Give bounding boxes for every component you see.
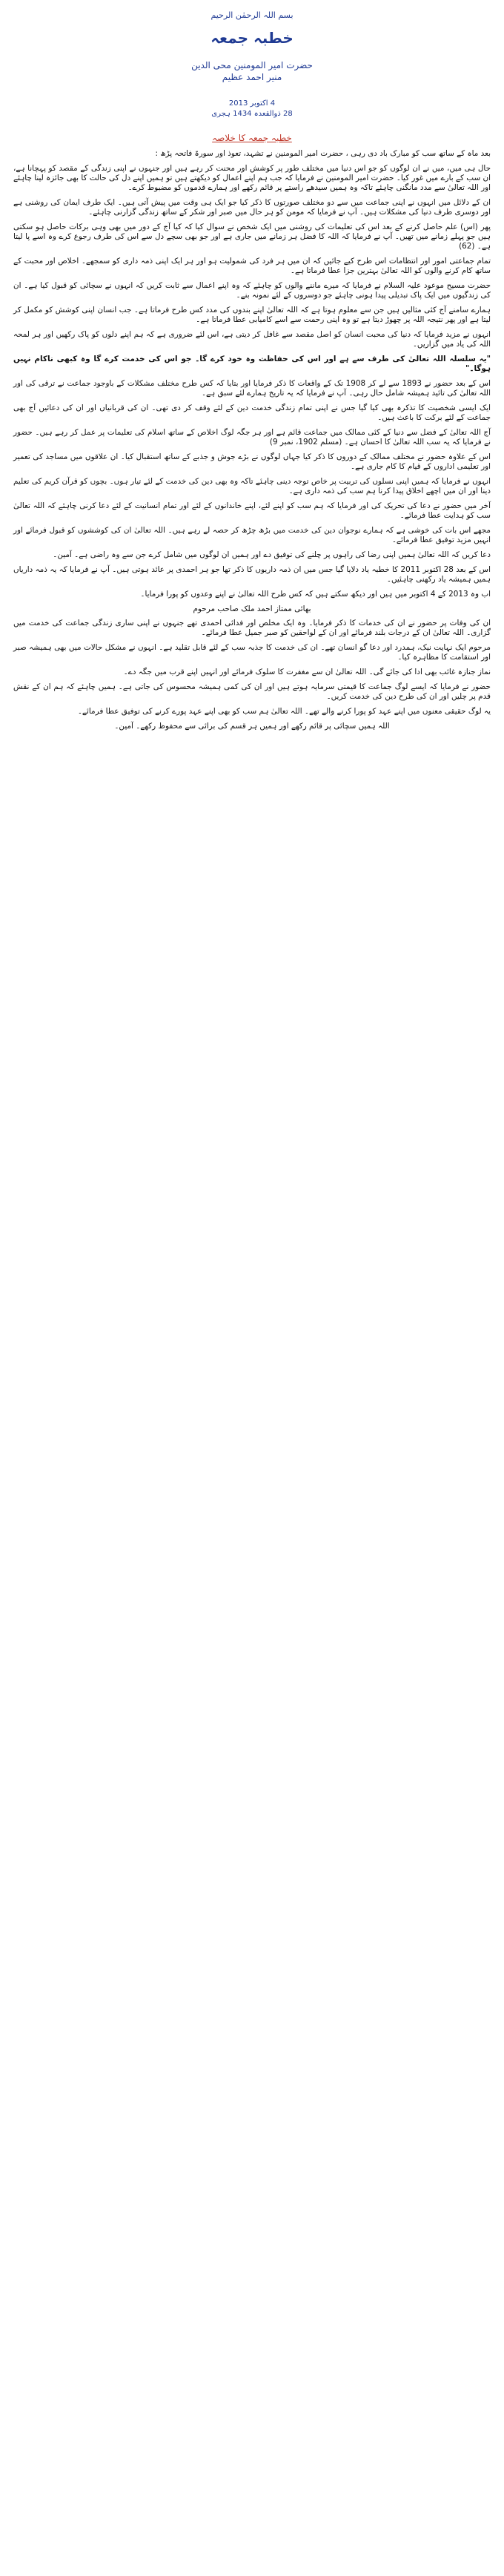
paragraph: انہوں نے مزید فرمایا کہ دنیا کی محبت انسان کو اصل مقصد سے غافل کر دیتی ہے، اس لئے ضروری ہے کہ ہم اپنے دلوں کو پاک رکھیں اور ہر لمحہ اللہ کی یاد میں گزاریں۔ (13, 330, 491, 349)
obituary-heading: بھائی ممتاز احمد ملک صاحب مرحوم (193, 605, 311, 613)
author-name: منیر احمد عظیم (222, 72, 282, 82)
page-title: خطبہ جمعہ (210, 29, 294, 47)
paragraph: اس کے بعد 28 اکتوبر 2011 کا خطبہ یاد دلایا گیا جس میں ان ذمہ داریوں کا ذکر تھا جو ہر احمدی پر عائد ہوتی ہیں۔ آپ نے فرمایا کہ یہ ذمہ داریاں ہمیں ہمیشہ یاد رکھنی چاہئیں۔ (13, 565, 491, 584)
paragraph: حال ہی میں، میں نے ان لوگوں کو جو اس دنیا میں مختلف طور پر کوشش اور محنت کر رہے ہیں اور جنہوں نے اپنی زندگی کے مقصد کو پہچانا ہے، ان سب کے بارے میں غور کیا۔ حضرت امیر المومنین نے فرمایا کہ جب ہم اپنے اعمال کو دیکھتے ہیں تو ہمیں اپنے دل کی حالت کا بھی جائزہ لینا چاہئے اور اللہ تعالیٰ سے مدد مانگنی چاہئے تاکہ وہ ہمیں سیدھے راستے پر قائم رکھے اور ہمارے قدموں کو مضبوط کرے۔ (13, 164, 491, 192)
paragraph: مرحوم ایک نہایت نیک، ہمدرد اور دعا گو انسان تھے۔ ان کی خدمت کا جذبہ سب کے لئے قابل تقلید ہے۔ انہوں نے مشکل حالات میں بھی ہمیشہ صبر اور استقامت کا مظاہرہ کیا۔ (13, 643, 491, 662)
paragraph: حضرت مسیح موعود علیہ السلام نے فرمایا کہ میرے ماننے والوں کو چاہئے کہ وہ اپنے اعمال سے ثابت کریں کہ انہوں نے سچائی کو قبول کیا ہے۔ ان کی زندگیوں میں ایک پاک تبدیلی پیدا ہونی چاہئے جو دوسروں کے لئے نمونہ بنے۔ (13, 281, 491, 300)
closing-prayer: اللہ ہمیں سچائی پر قائم رکھے اور ہمیں ہر قسم کی برائی سے محفوظ رکھے۔ آمین۔ (114, 722, 390, 731)
sermon-page (7, 0, 497, 731)
paragraph: ان کی وفات پر حضور نے ان کی خدمات کا ذکر فرمایا۔ وہ ایک مخلص اور فدائی احمدی تھے جنہوں نے اپنی ساری زندگی جماعت کی خدمت میں گزاری۔ اللہ تعالیٰ ان کے درجات بلند فرمائے اور ان کے لواحقین کو صبر جمیل عطا فرمائے۔ (13, 619, 491, 637)
paragraph: ہمارے سامنے آج کئی مثالیں ہیں جن سے معلوم ہوتا ہے کہ اللہ تعالیٰ اپنے بندوں کی مدد کس طرح فرماتا ہے۔ جب انسان اپنی کوشش کو مکمل کر لیتا ہے اور پھر نتیجہ اللہ پر چھوڑ دیتا ہے تو وہ اپنی رحمت سے اسے کامیابی عطا فرماتا ہے۔ (13, 306, 491, 324)
paragraph: اس کے بعد حضور نے 1893 سے لے کر 1908 تک کے واقعات کا ذکر فرمایا اور بتایا کہ کس طرح مختلف مشکلات کے باوجود جماعت نے ترقی کی اور اللہ تعالیٰ کی تائید ہمیشہ شامل حال رہی۔ آپ نے فرمایا کہ یہ تاریخ ہمارے لئے سبق ہے۔ (13, 379, 491, 398)
date-gregorian: 4 اکتوبر 2013 (228, 99, 276, 108)
date-block (13, 99, 491, 119)
paragraph: اب وہ 2013 کے 4 اکتوبر میں ہیں اور دیکھ سکتے ہیں کہ کس طرح اللہ تعالیٰ نے اپنے وعدوں کو پورا فرمایا۔ (140, 590, 491, 599)
speaker-name: حضرت امیر المومنین محی الدین (191, 60, 313, 70)
paragraph: دعا کریں کہ اللہ تعالیٰ ہمیں اپنی رضا کی راہوں پر چلنے کی توفیق دے اور ہمیں ان لوگوں میں شامل کرے جن سے وہ راضی ہے۔ آمین۔ (53, 550, 491, 559)
paragraph: ان کے دلائل میں انہوں نے اپنی جماعت میں سے دو مختلف صورتوں کا ذکر کیا جو ایک ہی وقت میں پیش آتی ہیں۔ ایک طرف ایمان کی روشنی ہے اور دوسری طرف دنیا کی مشکلات ہیں۔ آپ نے فرمایا کہ مومن کو ہر حال میں صبر اور شکر کے ساتھ زندگی گزارنی چاہئے۔ (13, 198, 491, 217)
quote: "یہ سلسلہ اللہ تعالیٰ کی طرف سے ہے اور اس کی حفاظت وہ خود کرے گا۔ جو اس کی خدمت کرے گا وہ کبھی ناکام نہیں ہوگا۔" (13, 355, 491, 373)
paragraph: نماز جنازہ غائب بھی ادا کی جائے گی۔ اللہ تعالیٰ ان سے مغفرت کا سلوک فرمائے اور انہیں اپنے قرب میں جگہ دے۔ (123, 668, 491, 676)
paragraph: انہوں نے فرمایا کہ ہمیں اپنی نسلوں کی تربیت پر خاص توجہ دینی چاہئے تاکہ وہ بھی دین کی خدمت کے لئے تیار ہوں۔ بچوں کو قرآن کریم کی تعلیم دینا اور ان میں اچھے اخلاق پیدا کرنا ہم سب کی ذمہ داری ہے۔ (13, 477, 491, 495)
section-heading: خطبہ جمعہ کا خلاصہ (212, 133, 292, 143)
paragraph: پھر (اس) علم حاصل کرنے کے بعد اس کی تعلیمات کی روشنی میں ایک شخص نے سوال کیا کہ کیا آج کے دور میں بھی وہی برکات حاصل ہو سکتی ہیں جو پہلے زمانے میں تھیں۔ آپ نے فرمایا کہ اللہ کا فضل ہر زمانے میں جاری ہے اور جو بھی سچے دل سے اس کی طرف رجوع کرے وہ اسے پا لیتا ہے۔ (62) (13, 223, 491, 251)
paragraph: یہ لوگ حقیقی معنوں میں اپنے عہد کو پورا کرنے والے تھے۔ اللہ تعالیٰ ہم سب کو بھی اپنے عہد پورے کرنے کی توفیق عطا فرمائے۔ (77, 707, 491, 716)
paragraph: ایک ایسی شخصیت کا تذکرہ بھی کیا گیا جس نے اپنی تمام زندگی خدمت دین کے لئے وقف کر دی تھی۔ ان کی قربانیاں اور ان کی دعائیں آج بھی جماعت کے لئے برکت کا باعث ہیں۔ (13, 403, 491, 422)
paragraph: مجھے اس بات کی خوشی ہے کہ ہمارے نوجوان دین کی خدمت میں بڑھ چڑھ کر حصہ لے رہے ہیں۔ اللہ تعالیٰ ان کی کوششوں کو قبول فرمائے اور انہیں مزید توفیق عطا فرمائے۔ (13, 526, 491, 544)
bismillah: بسم اللہ الرحمٰن الرحیم (210, 10, 294, 20)
paragraph: آج اللہ تعالیٰ کے فضل سے دنیا کے کئی ممالک میں جماعت قائم ہے اور ہر جگہ لوگ اخلاص کے ساتھ اسلام کی تعلیمات پر عمل کر رہے ہیں۔ حضور نے فرمایا کہ یہ سب اللہ تعالیٰ کا احسان ہے۔ (مسلم 1902، نمبر 9) (13, 428, 491, 447)
paragraph: بعد ماہ کے ساتھ سب کو مبارک باد دی رہی ، حضرت امیر المومنین نے تشہد، تعوذ اور سورۃ فاتحہ پڑھ : (155, 149, 491, 158)
paragraph: اس کے علاوہ حضور نے مختلف ممالک کے دوروں کا ذکر کیا جہاں لوگوں نے بڑے جوش و جذبے کے ساتھ استقبال کیا۔ ان علاقوں میں مساجد کی تعمیر اور تعلیمی اداروں کے قیام کا کام جاری ہے۔ (13, 452, 491, 471)
paragraph: آخر میں حضور نے دعا کی تحریک کی اور فرمایا کہ ہم سب کو اپنے لئے، اپنے خاندانوں کے لئے اور تمام انسانیت کے لئے دعا کرنی چاہئے کہ اللہ تعالیٰ سب کو ہدایت عطا فرمائے۔ (13, 501, 491, 520)
paragraph: تمام جماعتی امور اور انتظامات اس طرح کیے جائیں کہ ان میں ہر فرد کی شمولیت ہو اور ہر ایک اپنی ذمہ داری کو سمجھے۔ اخلاص اور محبت کے ساتھ کام کرنے والوں کو اللہ تعالیٰ بہترین جزا عطا فرماتا ہے۔ (13, 257, 491, 275)
date-hijri: 28 ذوالقعدہ 1434 ہجری (211, 110, 293, 118)
paragraph: حضور نے فرمایا کہ ایسے لوگ جماعت کا قیمتی سرمایہ ہوتے ہیں اور ان کی کمی ہمیشہ محسوس کی جاتی ہے۔ ہمیں چاہئے کہ ہم ان کے نقش قدم پر چلیں اور ان کی طرح دین کی خدمت کریں۔ (13, 682, 491, 701)
